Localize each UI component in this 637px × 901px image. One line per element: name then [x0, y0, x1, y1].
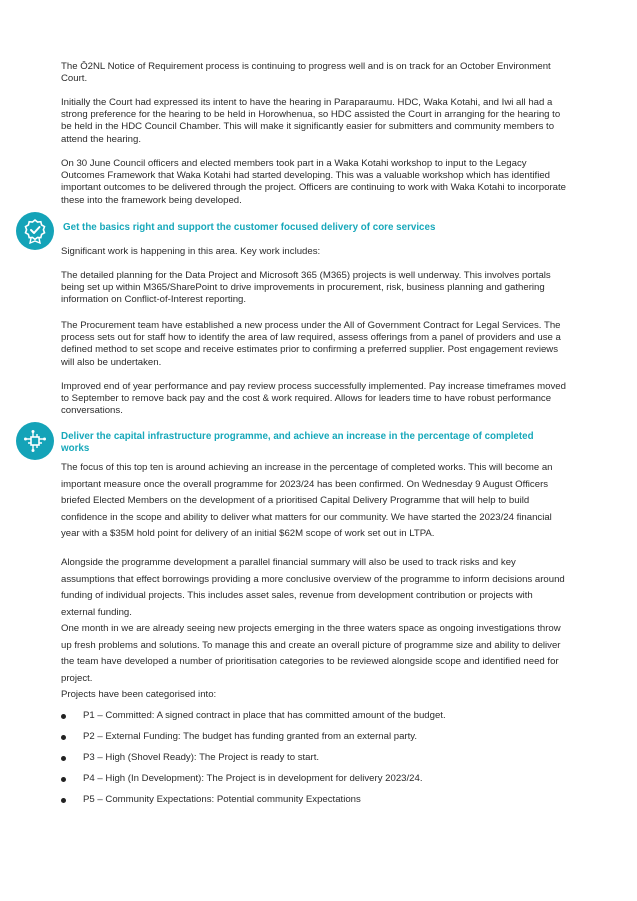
- list-item-text: P4 – High (In Development): The Project is in development for delivery 2023/24.: [83, 773, 423, 784]
- paragraph-key-work-intro: Significant work is happening in this area. Key work includes:: [61, 246, 321, 257]
- section-heading-core-services: Get the basics right and support the customer focused delivery of core services: [63, 222, 436, 233]
- bullet-icon: [61, 777, 66, 782]
- bullet-icon: [61, 735, 66, 740]
- paragraph-three-waters: One month in we are already seeing new projects emerging in the three waters space as ongoing investigations throw up fresh problems and solutions. To manage this and create an overall picture of programme size and ability to deliver the team have developed a number of prioritisation categories to be reviewed alongside scope and identified need for project.: [61, 623, 561, 684]
- bullet-icon: [61, 756, 66, 761]
- paragraph-court-hearing: Initially the Court had expressed its intent to have the hearing in Paraparaumu. HDC, Waka Kotahi, and Iwi all had a strong preference for the hearing to be held in Horowhenua, so HDC assisted the Court in arranging for the hearing to be held in the HDC Council Chamber. This will make it significantly easier for submitters and community members to attend the hearing.: [61, 97, 561, 145]
- paragraph-pay-review: Improved end of year performance and pay review process successfully implemented. Pay increase timeframes moved to September to remove back pay and the cost & work required. Allows for leaders time to have robust performance conversations.: [61, 381, 566, 417]
- list-item-text: P2 – External Funding: The budget has funding granted from an external party.: [83, 731, 418, 742]
- list-item-text: P1 – Committed: A signed contract in place that has committed amount of the budget.: [83, 710, 446, 721]
- paragraph-financial-summary: Alongside the programme development a parallel financial summary will also be used to track risks and key assumptions that effect borrowings providing a more conclusive overview of the programme to inform decisions around funding of individual projects. This includes asset sales, revenue from development contribution or projects with external funding.: [61, 557, 565, 618]
- list-item-text: P3 – High (Shovel Ready): The Project is ready to start.: [83, 752, 320, 763]
- paragraph-legacy-workshop: On 30 June Council officers and elected members took part in a Waka Kotahi workshop to input to the Legacy Outcomes Framework that Waka Kotahi had started developing. This was a valuable workshop which has identified important outcomes to be delivered through the project. Officers are continuing to work with Waka Kotahi to incorporate these into the framework being developed.: [61, 158, 567, 206]
- checkmark-badge-icon: [16, 212, 54, 250]
- list-item-text: P5 – Community Expectations: Potential community Expectations: [83, 794, 361, 805]
- bullet-icon: [61, 714, 66, 719]
- paragraph-categories-intro: Projects have been categorised into:: [61, 689, 217, 700]
- bullet-icon: [61, 798, 66, 803]
- paragraph-data-m365: The detailed planning for the Data Project and Microsoft 365 (M365) projects is well underway. This involves portals being set up within M365/SharePoint to drive improvements in procurement, risk, business planning and gathering information on Conflict-of-Interest reporting.: [61, 270, 551, 306]
- section-heading-capital-infrastructure: Deliver the capital infrastructure programme, and achieve an increase in the percentage of completed works: [61, 431, 534, 454]
- paragraph-o2nl-status: The Ō2NL Notice of Requirement process is continuing to progress well and is on track for an October Environment Court.: [61, 61, 551, 85]
- paragraph-procurement: The Procurement team have established a new process under the All of Government Contract for Legal Services. The process sets out for staff how to identify the area of law required, assess offerings from a panel of providers and use a defined method to set scope and receive estimates prior to confirming a preferred supplier. Post engagement reviews will also be undertaken.: [61, 320, 561, 368]
- paragraph-top-ten-focus: The focus of this top ten is around achieving an increase in the percentage of completed works. This will become an important measure once the overall programme for 2023/24 has been confirmed. On Wednesday 9 August Officers briefed Elected Members on the development of a prioritised Capital Delivery Programme that will help to build confidence in the scope and ability to deliver what matters for our community. We have started the 2023/24 financial year with a $35M hold point for delivery of an initial $62M scope of work set out in LTPA.: [61, 462, 553, 540]
- circuit-infrastructure-icon: [16, 422, 54, 460]
